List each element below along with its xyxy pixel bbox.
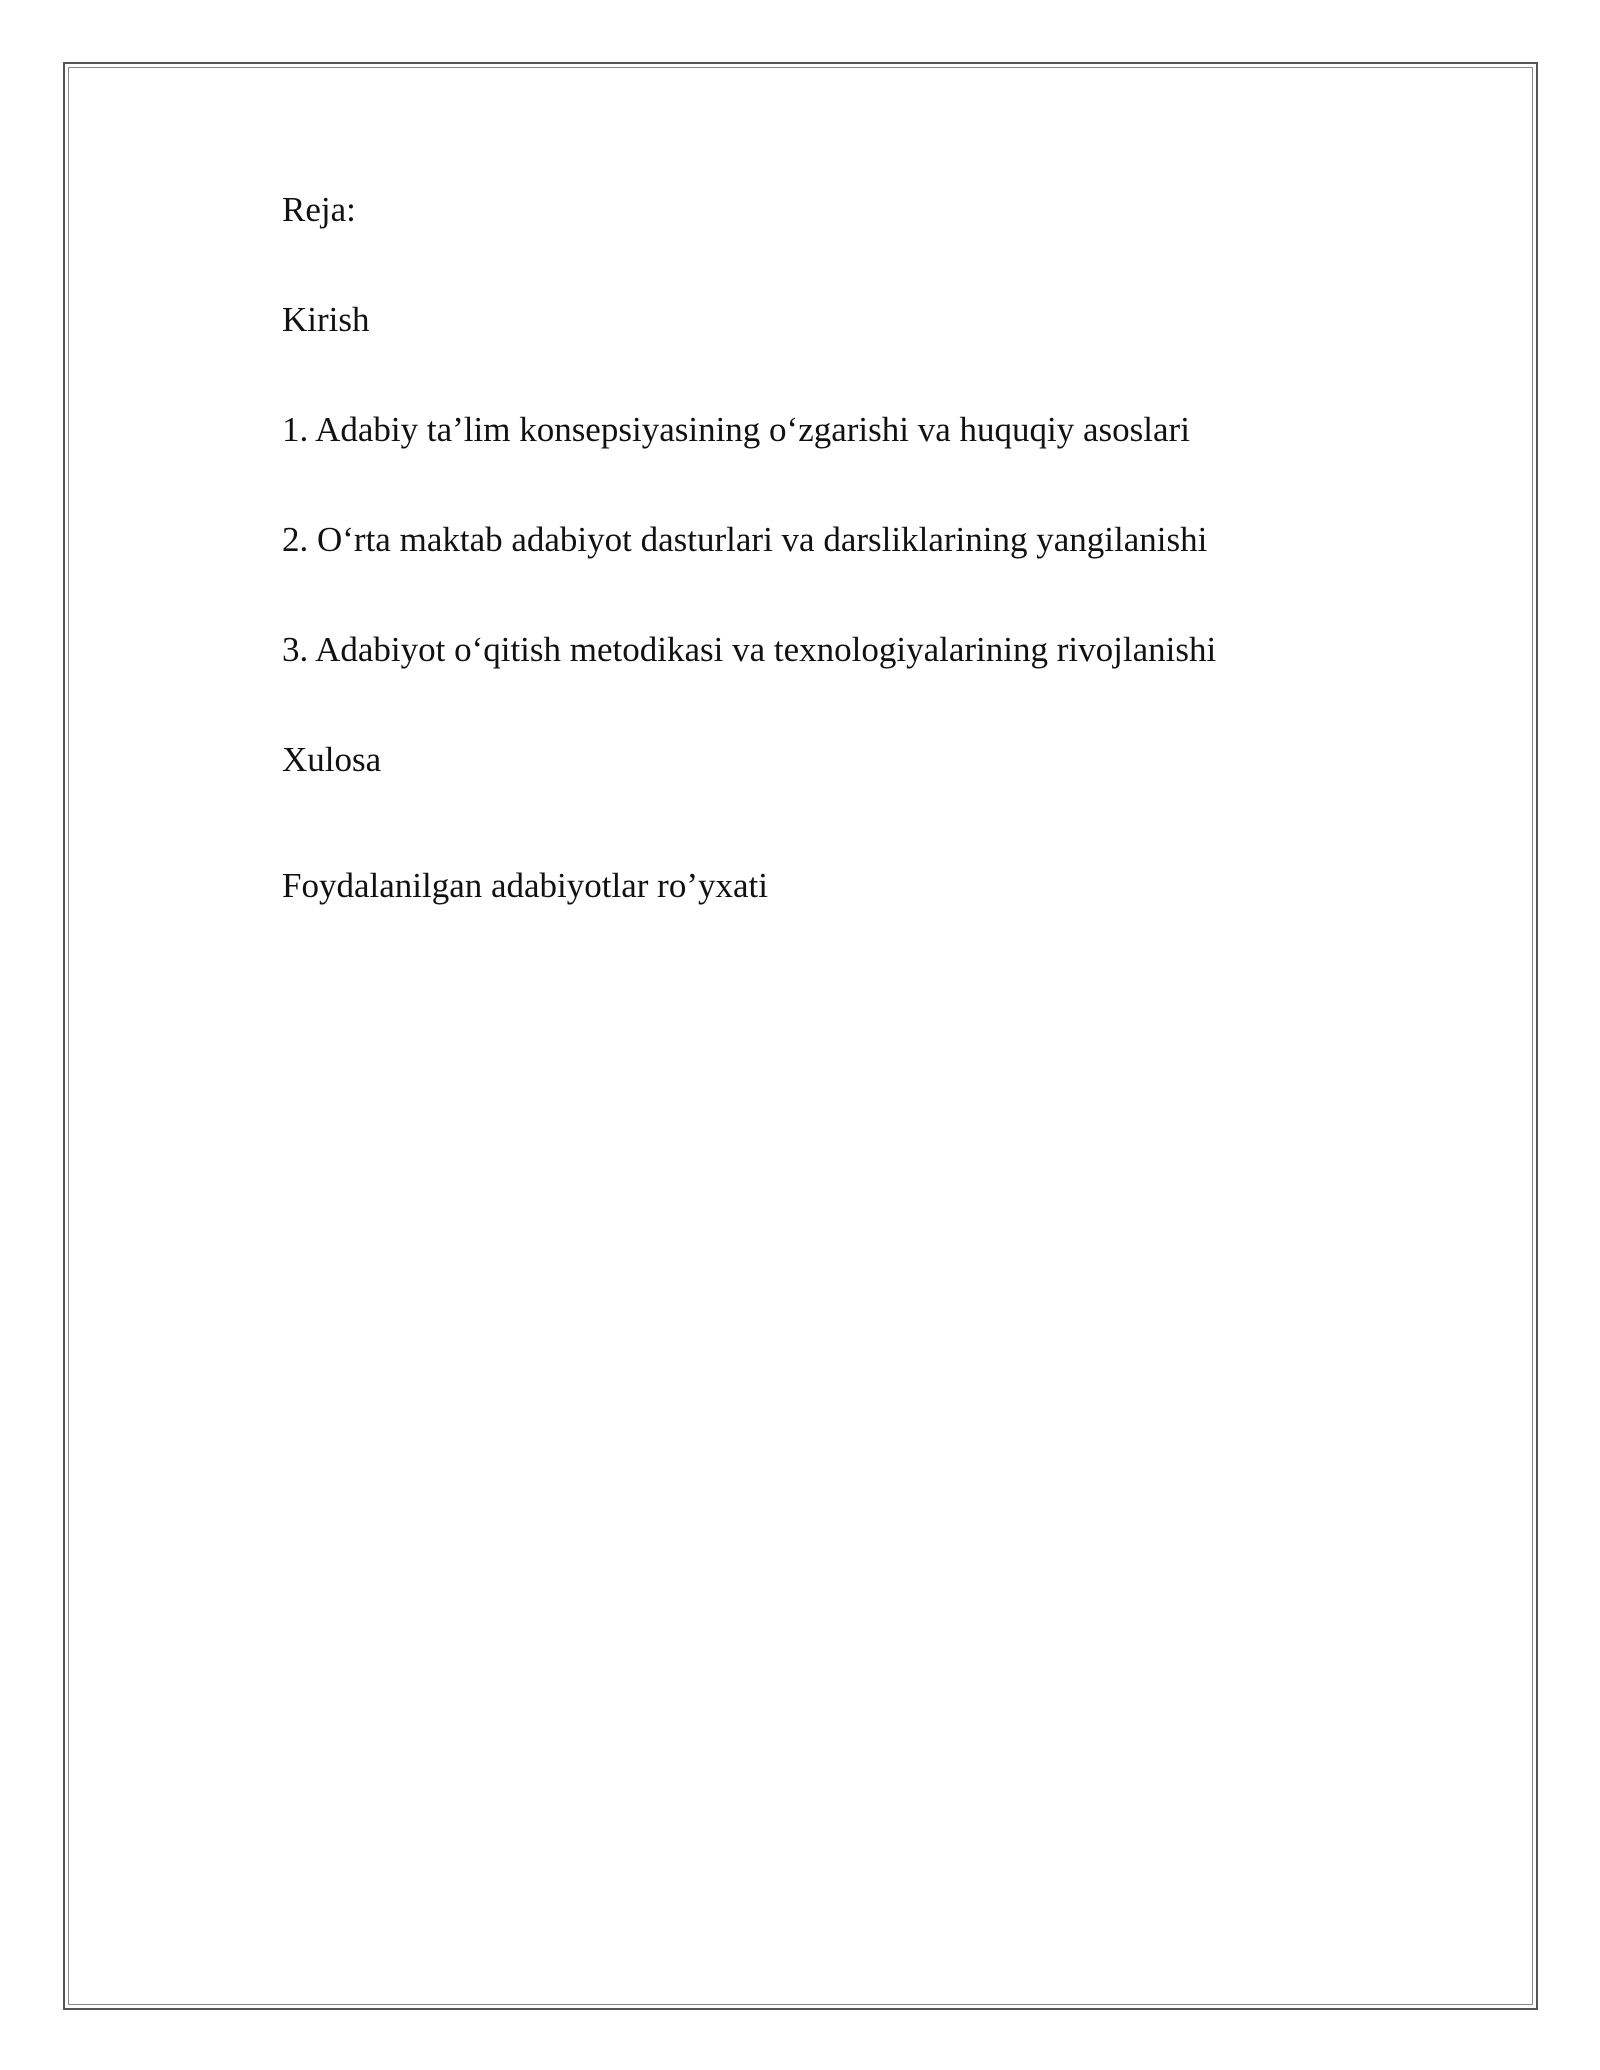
plan-item-3: 3. Adabiyot o‘qitish metodikasi va texnologiyalarining rivojlanishi <box>282 630 1217 669</box>
plan-item-conclusion: Xulosa <box>282 740 382 779</box>
page-border-inner <box>68 67 1533 2005</box>
plan-item-1: 1. Adabiy ta’lim konsepsiyasining o‘zgarishi va huquqiy asoslari <box>282 410 1190 449</box>
plan-item-introduction: Kirish <box>282 300 370 339</box>
page-border <box>63 62 1538 2010</box>
plan-item-references: Foydalanilgan adabiyotlar ro’yxati <box>282 866 768 905</box>
plan-item-2: 2. O‘rta maktab adabiyot dasturlari va darsliklarining yangilanishi <box>282 520 1208 559</box>
plan-title: Reja: <box>282 190 356 229</box>
